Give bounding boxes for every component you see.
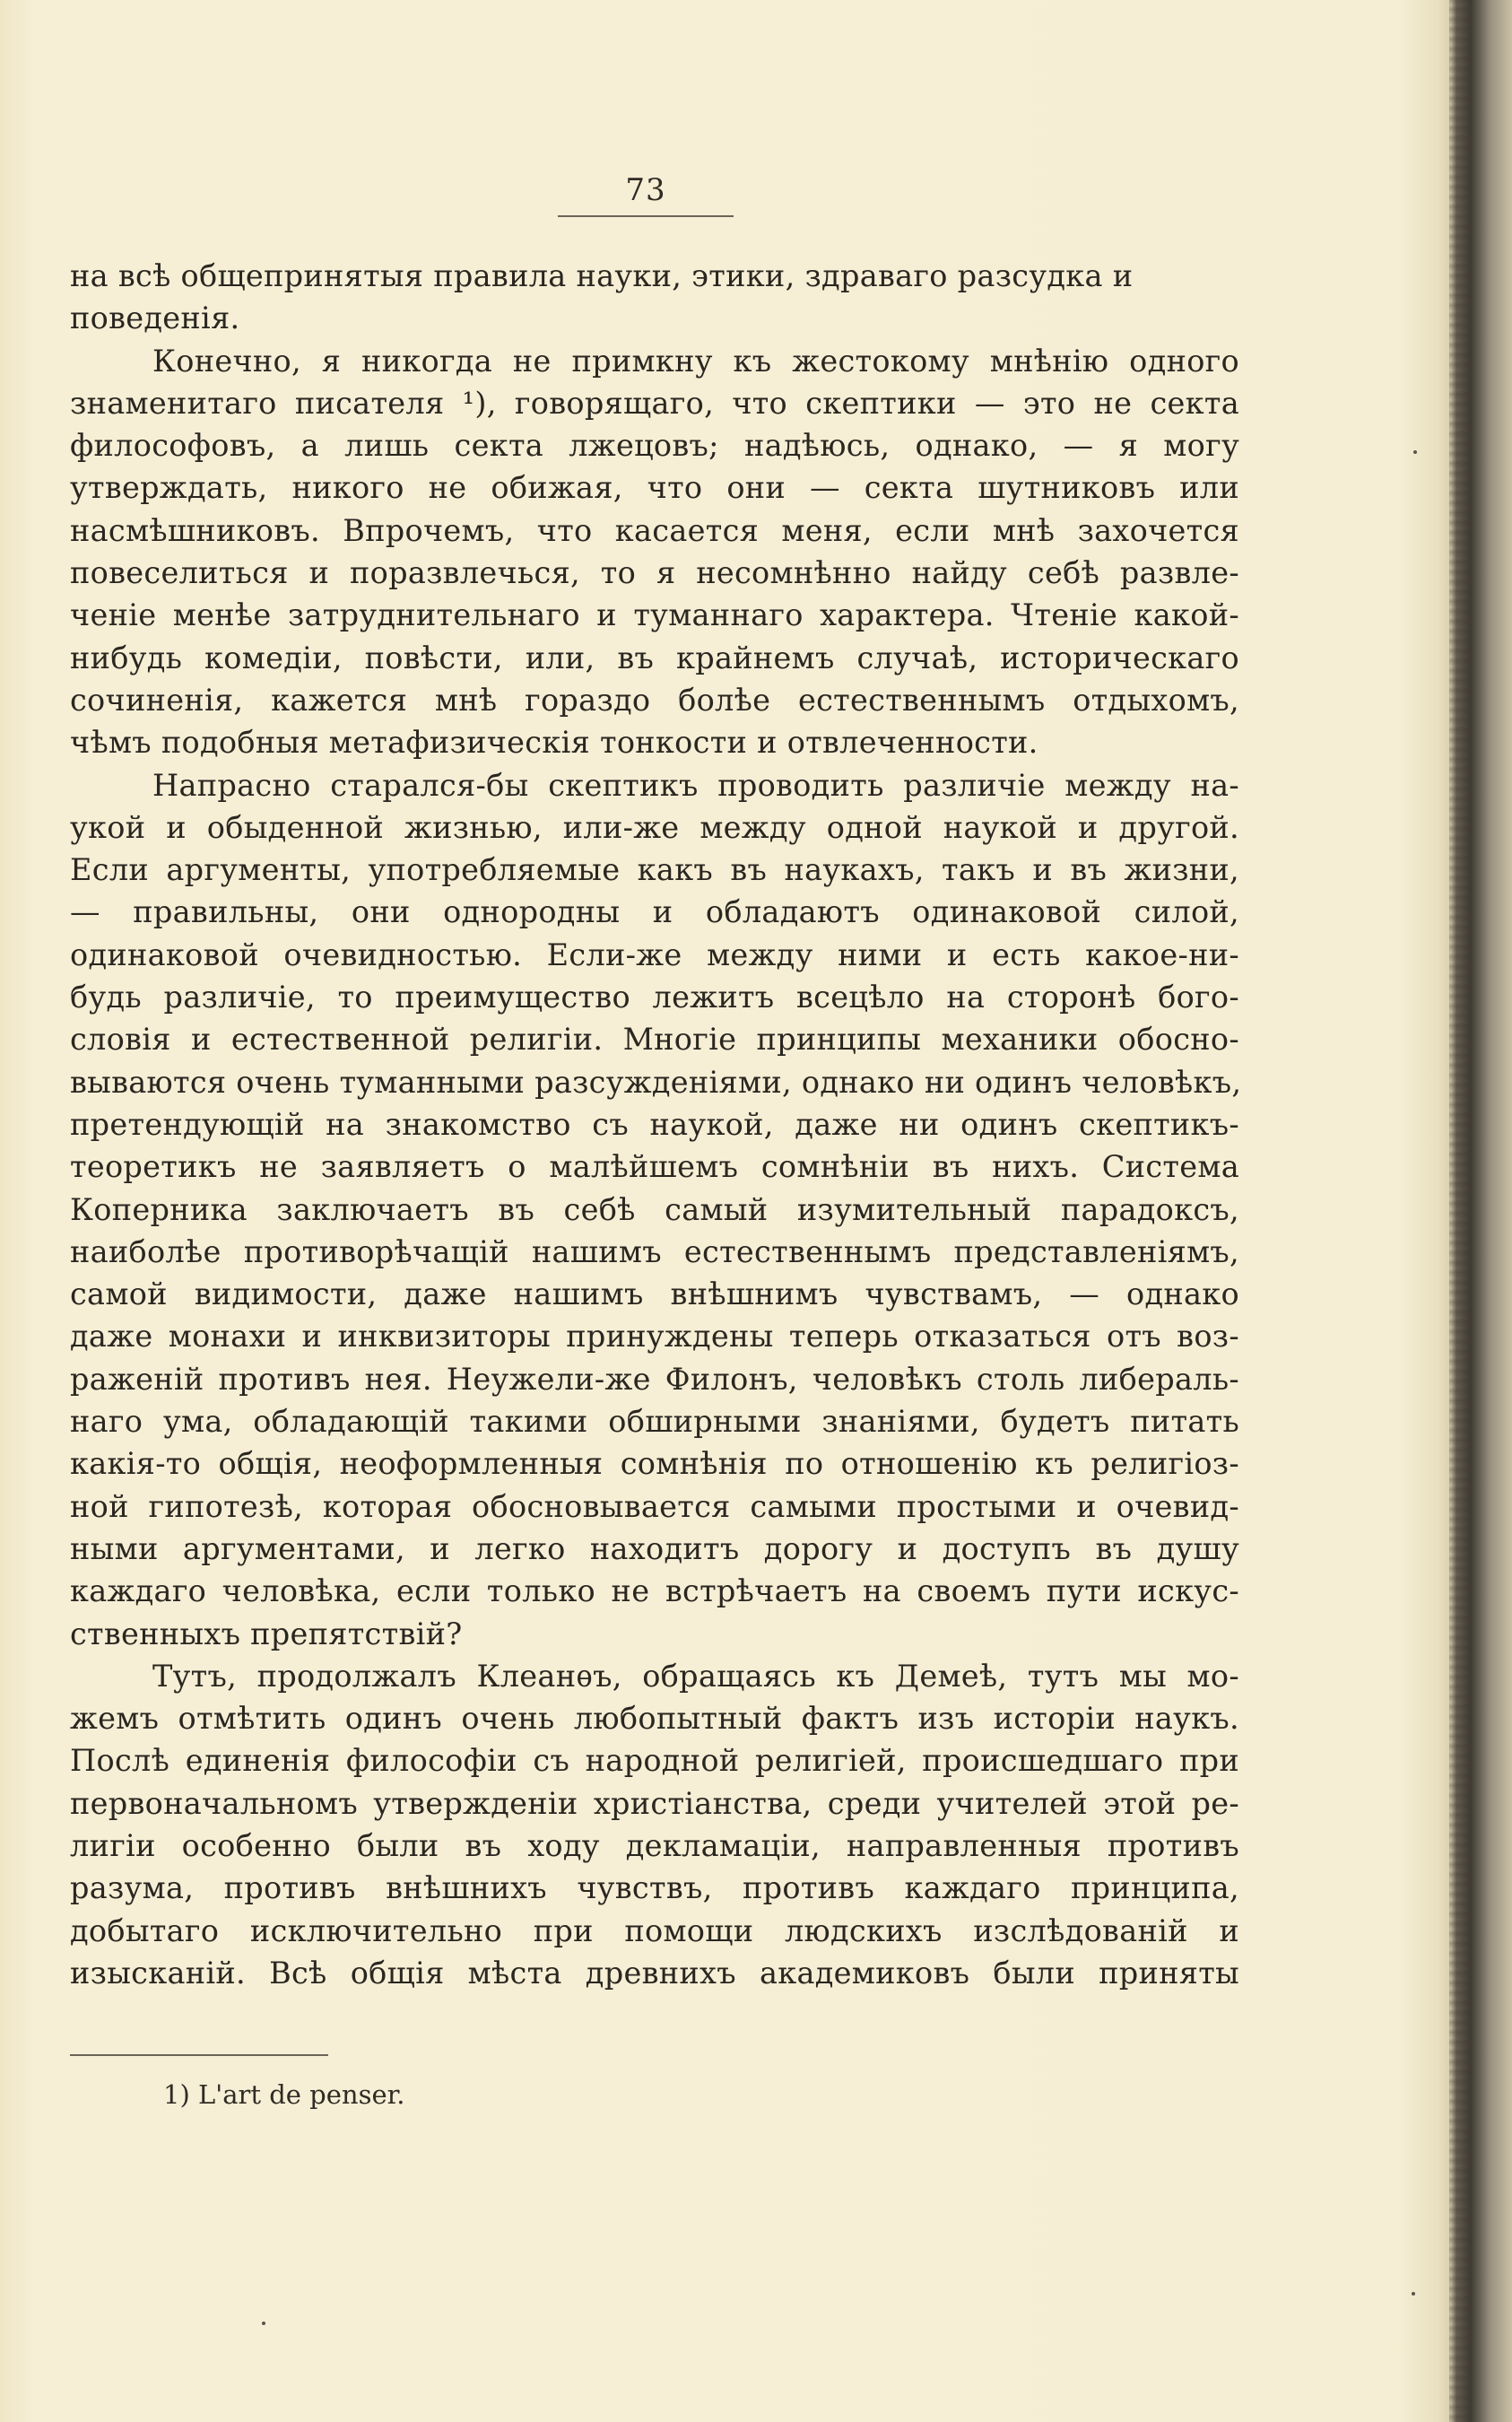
text-line: насмѣшниковъ. Впрочемъ, что касается меня, если мнѣ захочется bbox=[70, 512, 1239, 548]
text-line: философовъ, а лишь секта лжецовъ; надѣюсь, однако, — я могу bbox=[70, 428, 1239, 464]
footnote-rule bbox=[70, 2054, 328, 2056]
text-line: теоретикъ не заявляетъ о малѣйшемъ сомнѣніи въ нихъ. Система bbox=[70, 1149, 1239, 1185]
text-line: ченіе менѣе затруднительнаго и туманнаго характера. Чтеніе какой- bbox=[70, 597, 1239, 633]
text-line: разума, противъ внѣшнихъ чувствъ, противъ каждаго принципа, bbox=[70, 1870, 1239, 1906]
text-line: лигіи особенно были въ ходу декламаціи, направленныя противъ bbox=[70, 1827, 1239, 1863]
text-line: вываются очень туманными разсужденіями, однако ни одинъ человѣкъ, bbox=[70, 1064, 1242, 1100]
page-number: 73 bbox=[625, 172, 666, 208]
text-line: наго ума, обладающій такими обширными знаніями, будетъ питать bbox=[70, 1404, 1239, 1440]
text-line: самой видимости, даже нашимъ внѣшнимъ чувствамъ, — однако bbox=[70, 1276, 1239, 1312]
page-text bbox=[70, 255, 1242, 1994]
text-line: изысканій. Всѣ общія мѣста древнихъ академиковъ были приняты bbox=[70, 1955, 1239, 1991]
page-number-rule bbox=[558, 215, 734, 217]
text-line: первоначальномъ утвержденіи христіанства, среди учителей этой ре- bbox=[70, 1785, 1239, 1821]
text-line: повеселиться и поразвлечься, то я несомнѣнно найду себѣ развле- bbox=[70, 555, 1239, 591]
text-line: чѣмъ подобныя метафизическія тонкости и отвлеченности. bbox=[70, 725, 1038, 761]
text-line: наиболѣе противорѣчащій нашимъ естественнымъ представленіямъ, bbox=[70, 1233, 1239, 1269]
text-line: претендующій на знакомство съ наукой, даже ни одинъ скептикъ- bbox=[70, 1106, 1239, 1142]
text-line: Коперника заключаетъ въ себѣ самый изумительный парадоксъ, bbox=[70, 1191, 1239, 1227]
text-line: словія и естественной религіи. Многіе принципы механики обосно- bbox=[70, 1022, 1239, 1058]
text-line: Конечно, я никогда не примкну къ жестокому мнѣнію одного bbox=[152, 343, 1239, 379]
paper-speck bbox=[1413, 450, 1417, 454]
footnote: 1) L'art de penser. bbox=[163, 2079, 405, 2110]
text-line: каждаго человѣка, если только не встрѣчаетъ на своемъ пути искус- bbox=[70, 1573, 1239, 1609]
paper-speck bbox=[262, 2322, 265, 2325]
text-line: Если аргументы, употребляемые какъ въ наукахъ, такъ и въ жизни, bbox=[70, 852, 1239, 888]
text-line: на всѣ общепринятыя правила науки, этики, здраваго разсудка и bbox=[70, 258, 1134, 293]
text-line: ной гипотезѣ, которая обосновывается самыми простыми и очевид- bbox=[70, 1488, 1239, 1524]
text-line: сочиненія, кажется мнѣ гораздо болѣе естественнымъ отдыхомъ, bbox=[70, 682, 1239, 718]
text-line: ственныхъ препятствій? bbox=[70, 1616, 463, 1651]
text-line: даже монахи и инквизиторы принуждены теперь отказаться отъ воз- bbox=[70, 1319, 1239, 1355]
text-line: какія-то общія, неоформленныя сомнѣнія по отношенію къ религіоз- bbox=[70, 1446, 1239, 1482]
text-line: знаменитаго писателя ¹), говорящаго, что скептики — это не секта bbox=[70, 385, 1239, 421]
text-line: ными аргументами, и легко находитъ дорогу и доступъ въ душу bbox=[70, 1530, 1239, 1566]
text-line: Напрасно старался-бы скептикъ проводить различіе между на- bbox=[152, 767, 1239, 803]
book-spine-edge bbox=[1449, 0, 1469, 2422]
text-line: — правильны, они однородны и обладаютъ одинаковой силой, bbox=[70, 894, 1239, 930]
text-line: жемъ отмѣтить одинъ очень любопытный фактъ изъ исторіи наукъ. bbox=[70, 1701, 1239, 1737]
text-line: Тутъ, продолжалъ Клеанѳъ, обращаясь къ Демеѣ, тутъ мы мо- bbox=[152, 1658, 1239, 1694]
text-line: нибудь комедіи, повѣсти, или, въ крайнемъ случаѣ, историческаго bbox=[70, 640, 1239, 675]
text-line: будь различіе, то преимущество лежитъ всецѣло на сторонѣ бого- bbox=[70, 980, 1239, 1015]
text-line: одинаковой очевидностью. Если-же между ними и есть какое-ни- bbox=[70, 937, 1239, 972]
text-line: раженій противъ нея. Неужели-же Филонъ, человѣкъ столь либераль- bbox=[70, 1361, 1239, 1397]
text-line: утверждать, никого не обижая, что они — секта шутниковъ или bbox=[70, 470, 1239, 506]
text-line: Послѣ единенія философіи съ народной религіей, происшедшаго при bbox=[70, 1743, 1239, 1779]
text-line: укой и обыденной жизнью, или-же между одной наукой и другой. bbox=[70, 809, 1239, 845]
paper-speck bbox=[1412, 2292, 1415, 2296]
text-line: добытаго исключительно при помощи людскихъ изслѣдованій и bbox=[70, 1912, 1239, 1948]
text-line: поведенія. bbox=[70, 301, 240, 336]
